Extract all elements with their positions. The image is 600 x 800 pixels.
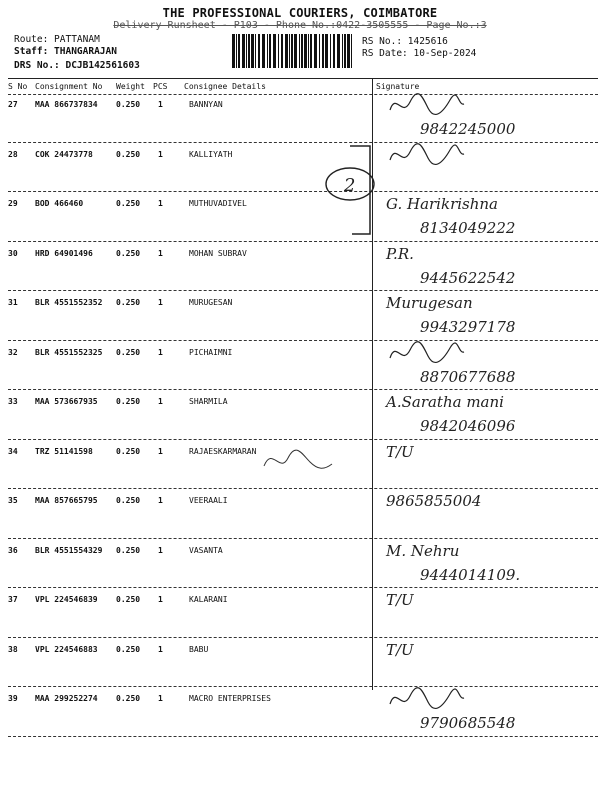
row-weight: 0.250 bbox=[116, 397, 141, 406]
row-weight: 0.250 bbox=[116, 446, 141, 456]
row-sno: 33 bbox=[8, 397, 18, 406]
row-consignment-no: VPL 224546883 bbox=[35, 644, 98, 654]
signature-phone: 9943297178 bbox=[420, 318, 516, 336]
row-signature bbox=[380, 288, 580, 340]
row-signature bbox=[380, 437, 580, 489]
col-weight: Weight bbox=[116, 82, 145, 91]
circled-number-annotation bbox=[322, 164, 378, 204]
row-weight: 0.250 bbox=[116, 347, 141, 357]
signature-scribble bbox=[386, 140, 466, 170]
signature-handwriting: Murugesan bbox=[386, 294, 473, 312]
row-pcs: 1 bbox=[158, 644, 163, 654]
barcode bbox=[232, 34, 354, 68]
row-consignee: SHARMILA bbox=[189, 397, 228, 406]
row-consignment-no: BLR 4551552352 bbox=[35, 298, 103, 307]
row-pcs: 1 bbox=[158, 545, 163, 555]
row-pcs: 1 bbox=[158, 298, 163, 307]
row-sno: 27 bbox=[8, 100, 18, 109]
row-pcs: 1 bbox=[158, 694, 163, 703]
svg-text:2: 2 bbox=[344, 175, 356, 196]
row-sno: 31 bbox=[8, 298, 18, 307]
row-consignee: MOHAN SUBRAV bbox=[189, 248, 247, 258]
row-weight: 0.250 bbox=[116, 199, 141, 208]
row-consignee: VASANTA bbox=[189, 545, 223, 555]
signature-handwriting: T/U bbox=[386, 640, 414, 659]
signature-phone: 9445622542 bbox=[420, 268, 516, 287]
row-sno: 37 bbox=[8, 595, 18, 604]
row-weight: 0.250 bbox=[116, 545, 141, 555]
row-weight: 0.250 bbox=[116, 644, 141, 654]
row-pcs: 1 bbox=[158, 199, 163, 208]
row-weight: 0.250 bbox=[116, 694, 141, 703]
signature-phone: 8134049222 bbox=[420, 219, 516, 237]
row-consignment-no: MAA 866737834 bbox=[35, 100, 98, 109]
signature-phone: 8870677688 bbox=[420, 367, 516, 386]
row-pcs: 1 bbox=[158, 595, 163, 604]
row-consignee: MUTHUVADIVEL bbox=[189, 199, 247, 208]
signature-scribble bbox=[386, 90, 466, 120]
row-weight: 0.250 bbox=[116, 298, 141, 307]
row-pcs: 1 bbox=[158, 446, 163, 456]
signature-phone: 9842245000 bbox=[420, 120, 516, 138]
row-sno: 29 bbox=[8, 199, 18, 208]
signature-handwriting: M. Nehru bbox=[386, 541, 460, 560]
row-sno: 30 bbox=[8, 248, 18, 258]
pen-scribble bbox=[258, 440, 338, 480]
rs-date: RS Date: 10-Sep-2024 bbox=[362, 48, 477, 59]
row-signature bbox=[380, 585, 580, 637]
row-sno: 28 bbox=[8, 149, 18, 159]
row-sno: 32 bbox=[8, 347, 18, 357]
signature-handwriting: T/U bbox=[386, 591, 414, 609]
row-consignee: BABU bbox=[189, 644, 209, 654]
row-weight: 0.250 bbox=[116, 100, 141, 109]
row-sno: 36 bbox=[8, 545, 18, 555]
row-consignment-no: HRD 64901496 bbox=[35, 248, 93, 258]
row-consignee: BANNYAN bbox=[189, 100, 223, 109]
row-pcs: 1 bbox=[158, 100, 163, 109]
row-signature bbox=[380, 189, 580, 241]
row-consignment-no: TRZ 51141598 bbox=[35, 446, 93, 456]
row-consignee: VEERAALI bbox=[189, 496, 228, 505]
signature-handwriting: P.R. bbox=[386, 244, 414, 263]
row-consignment-no: MAA 857665795 bbox=[35, 496, 98, 505]
col-pcs: PCS bbox=[153, 82, 168, 91]
row-signature bbox=[380, 536, 580, 588]
col-consignee: Consignee Details bbox=[184, 82, 266, 91]
row-consignee: PICHAIMNI bbox=[189, 347, 233, 357]
signature-phone: 9842046096 bbox=[420, 417, 516, 435]
drs-number: DRS No.: DCJB142561603 bbox=[14, 60, 140, 71]
row-consignment-no: MAA 299252274 bbox=[35, 694, 98, 703]
row-consignment-no: BLR 4551554329 bbox=[35, 545, 103, 555]
signature-handwriting: G. Harikrishna bbox=[386, 195, 498, 213]
row-consignment-no: BLR 4551552325 bbox=[35, 347, 103, 357]
signature-phone: 9790685548 bbox=[420, 714, 516, 732]
col-signature: Signature bbox=[376, 82, 420, 91]
row-weight: 0.250 bbox=[116, 248, 141, 258]
row-weight: 0.250 bbox=[116, 149, 141, 159]
signature-handwriting: 9865855004 bbox=[386, 492, 482, 510]
signature-scribble bbox=[386, 338, 466, 368]
row-pcs: 1 bbox=[158, 397, 163, 406]
row-consignee: MACRO ENTERPRISES bbox=[189, 694, 271, 703]
row-pcs: 1 bbox=[158, 248, 163, 258]
rs-number: RS No.: 1425616 bbox=[362, 36, 448, 47]
row-sno: 39 bbox=[8, 694, 18, 703]
row-signature bbox=[380, 239, 580, 291]
row-sno: 38 bbox=[8, 644, 18, 654]
col-consignment: Consignment No bbox=[35, 82, 103, 91]
route-label: Route: PATTANAM bbox=[14, 34, 100, 45]
row-weight: 0.250 bbox=[116, 496, 141, 505]
row-consignment-no: MAA 573667935 bbox=[35, 397, 98, 406]
row-signature bbox=[380, 486, 580, 538]
row-consignee: KALLIYATH bbox=[189, 149, 233, 159]
row-consignment-no: VPL 224546839 bbox=[35, 595, 98, 604]
row-consignment-no: COK 24473778 bbox=[35, 149, 93, 159]
row-pcs: 1 bbox=[158, 347, 163, 357]
row-signature bbox=[380, 635, 580, 687]
staff-label: Staff: THANGARAJAN bbox=[14, 46, 117, 57]
runsheet-subtitle: Delivery Runsheet - P103 - Phone No.:0422-3505555 - Page No.:3 bbox=[113, 20, 487, 31]
row-pcs: 1 bbox=[158, 149, 163, 159]
row-sno: 35 bbox=[8, 496, 18, 505]
signature-scribble bbox=[386, 684, 466, 714]
signature-phone: 9444014109. bbox=[420, 565, 521, 584]
row-consignee: MURUGESAN bbox=[189, 298, 233, 307]
row-consignee: KALARANI bbox=[189, 595, 228, 604]
row-pcs: 1 bbox=[158, 496, 163, 505]
runsheet-title: THE PROFESSIONAL COURIERS, COIMBATORE bbox=[162, 6, 438, 20]
row-sno: 34 bbox=[8, 446, 18, 456]
signature-handwriting: T/U bbox=[386, 442, 414, 461]
row-weight: 0.250 bbox=[116, 595, 141, 604]
row-consignee: RAJAESKARMARAN bbox=[189, 446, 257, 456]
row-consignment-no: BOD 466460 bbox=[35, 199, 84, 208]
col-sno: S No bbox=[8, 82, 28, 91]
signature-handwriting: A.Saratha mani bbox=[386, 393, 504, 411]
row-signature bbox=[380, 387, 580, 439]
